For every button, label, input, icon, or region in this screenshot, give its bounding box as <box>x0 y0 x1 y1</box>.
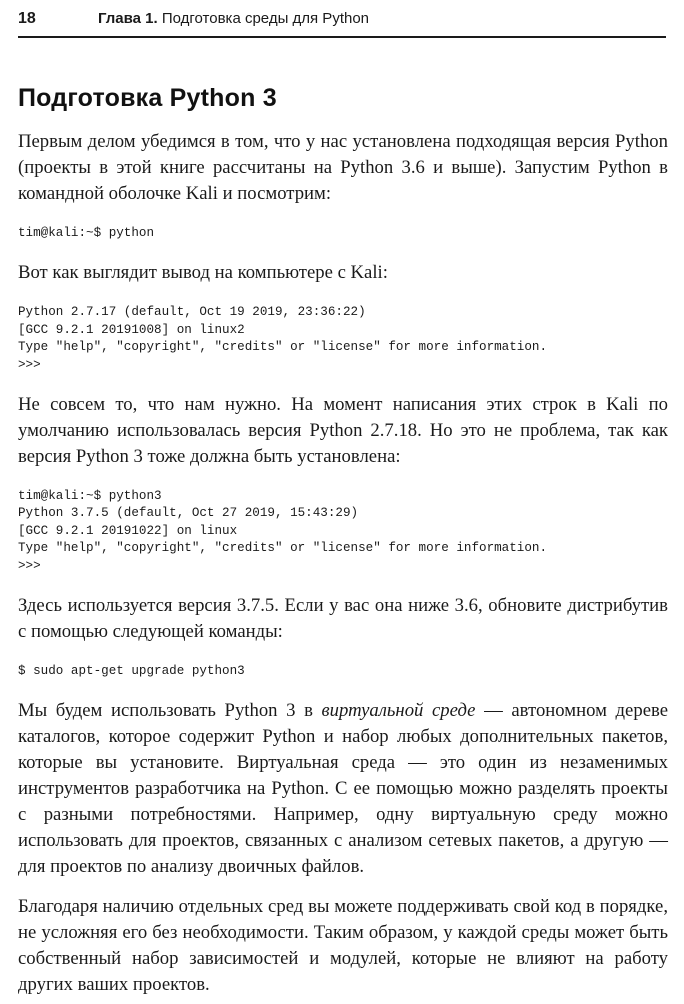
code-block-2: Python 2.7.17 (default, Oct 19 2019, 23:36:22) [GCC 9.2.1 20191008] on linux2 Type "help", "copyright", "credits" or "license" for more information. >>> <box>18 305 548 372</box>
running-title <box>98 10 369 27</box>
paragraph-5 <box>18 698 668 880</box>
paragraph-5-emphasis: виртуальной среде <box>321 700 476 722</box>
paragraph-3: Не совсем то, что нам нужно. На момент написания этих строк в Kali по умолчанию использовалась версия Python 2.7.18. Но это не проблема, так как версия Python 3 тоже должна быть установлена: <box>18 394 668 468</box>
paragraph-5-start: Мы будем использовать Python 3 в <box>18 700 322 722</box>
paragraph-5-end: — автономном дереве каталогов, которое содержит Python и набор любых дополнительных пакетов, которые вы установите. Виртуальная среда — это один из незаменимых инструментов разработчика на Python. С ее помощью можно разделять проекты с разными потребностями. Например, одну виртуальную среду можно использовать для проектов, связанных с анализом сетевых пакетов, а другую — для проектов по анализу двоичных файлов. <box>18 700 668 878</box>
page-number: 18 <box>18 10 36 27</box>
paragraph-1: Первым делом убедимся в том, что у нас установлена подходящая версия Python (проекты в этой книге рассчитаны на Python 3.6 и выше). Запустим Python в командной оболочке Kali и посмотрим: <box>18 131 668 204</box>
header-rule <box>18 36 666 38</box>
code-block-1: tim@kali:~$ python <box>18 226 155 240</box>
paragraph-2: Вот как выглядит вывод на компьютере с Kali: <box>18 262 388 284</box>
chapter-title: Подготовка среды для Python <box>161 10 370 27</box>
chapter-label: Глава 1. <box>98 10 158 27</box>
page-content <box>18 84 668 998</box>
paragraph-4: Здесь используется версия 3.7.5. Если у вас она ниже 3.6, обновите дистрибутив с помощью следующей команды: <box>18 595 668 643</box>
running-header <box>18 8 666 38</box>
code-block-3: tim@kali:~$ python3 Python 3.7.5 (default, Oct 27 2019, 15:43:29) [GCC 9.2.1 20191022] on linux Type "help", "copyright", "credits" or "license" for more information. >>> <box>18 489 548 573</box>
paragraph-6: Благодаря наличию отдельных сред вы можете поддерживать свой код в порядке, не усложняя его без необходимости. Таким образом, у каждой среды может быть собственный набор зависимостей и модулей, которые не влияют на работу других ваших проектов. <box>18 896 668 996</box>
code-block-4: $ sudo apt-get upgrade python3 <box>18 664 245 679</box>
section-title: Подготовка Python 3 <box>18 84 277 112</box>
